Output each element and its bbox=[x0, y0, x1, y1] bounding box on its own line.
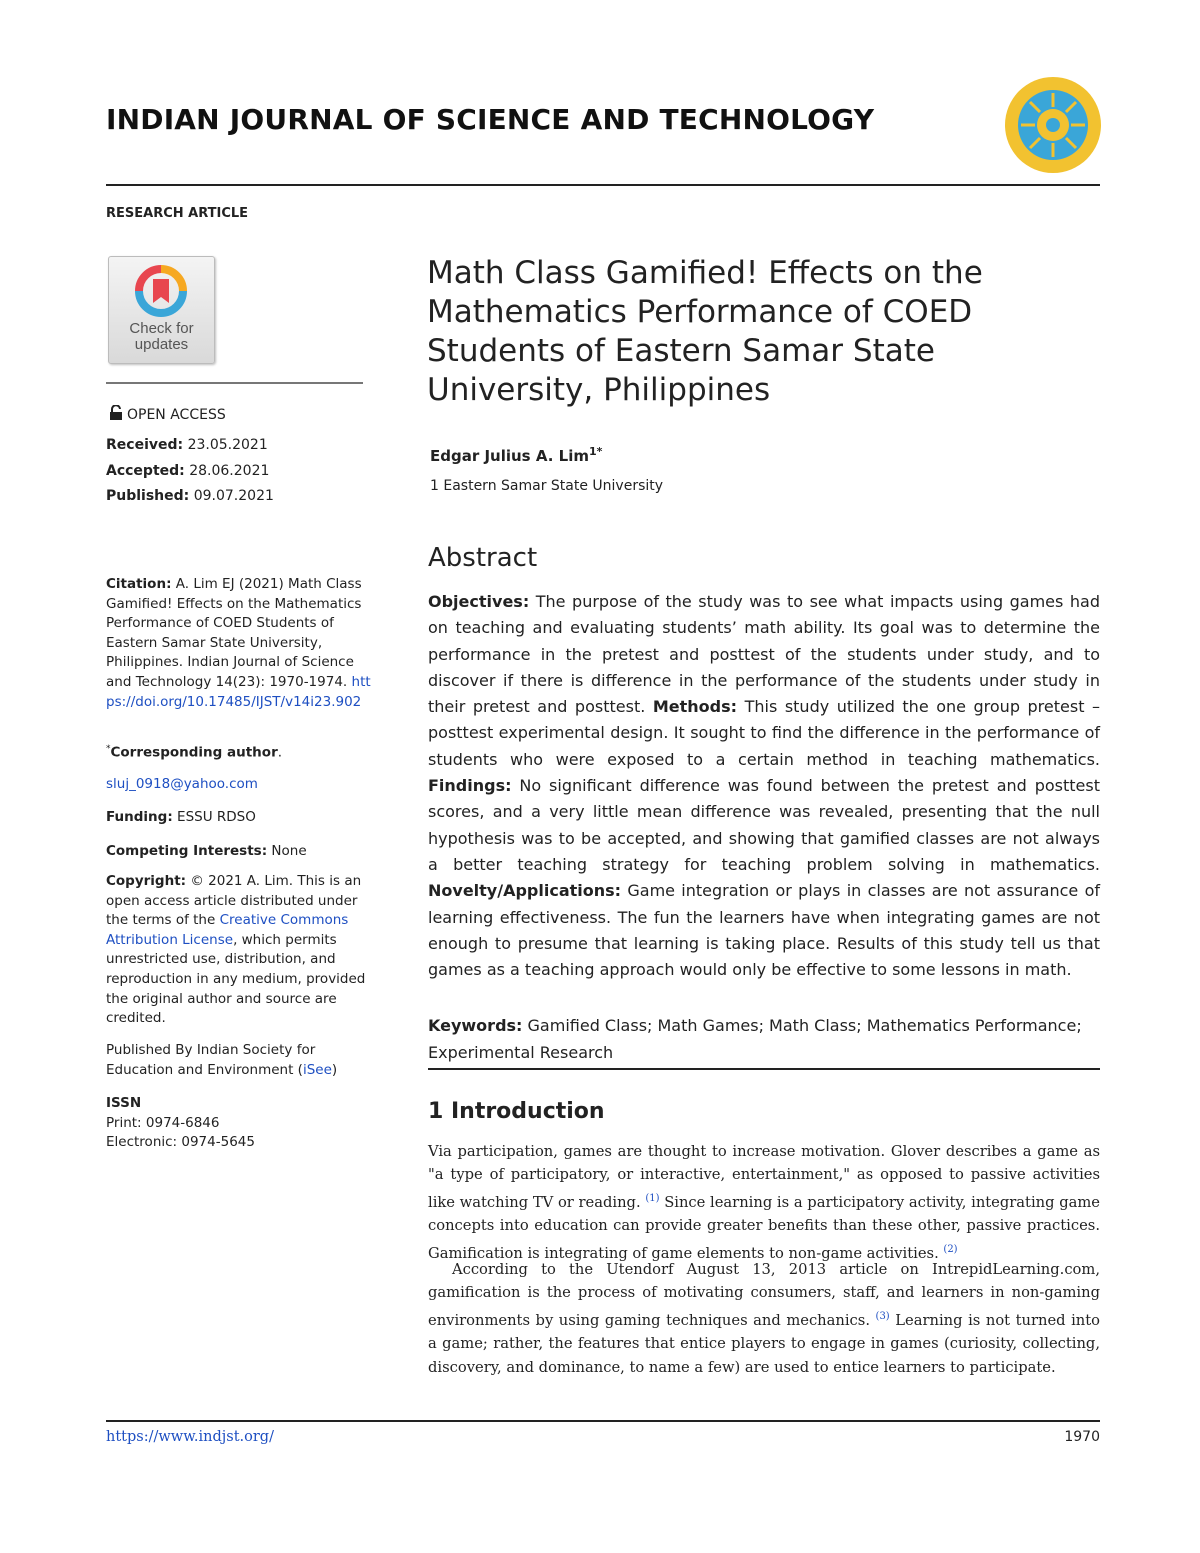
author-name: Edgar Julius A. Lim$^{1*}$ bbox=[430, 445, 603, 465]
author-affiliation: 1 Eastern Samar State University bbox=[430, 478, 664, 494]
email-link[interactable]: sluj_0918@yahoo.com bbox=[106, 776, 258, 792]
introduction-heading: 1 Introduction bbox=[428, 1099, 605, 1124]
crossmark-icon bbox=[133, 263, 189, 319]
page-number: 1970 bbox=[1064, 1429, 1100, 1445]
isee-link[interactable]: iSee bbox=[302, 1061, 332, 1078]
doi-link[interactable]: https://doi.org/10.17485/IJST/v14i23.902 bbox=[106, 673, 371, 710]
footer-rule bbox=[106, 1420, 1100, 1422]
keywords: Keywords: Gamified Class; Math Games; Math Class; Mathematics Performance; Experimental Research bbox=[428, 1016, 1082, 1062]
competing-interests: Competing Interests: None bbox=[106, 843, 307, 859]
keywords-rule bbox=[428, 1068, 1100, 1070]
open-lock-icon bbox=[108, 405, 124, 421]
journal-url-link[interactable]: https://www.indjst.org/ bbox=[106, 1429, 274, 1445]
funding: Funding: ESSU RDSO bbox=[106, 809, 256, 825]
journal-title: INDIAN JOURNAL OF SCIENCE AND TECHNOLOGY bbox=[106, 103, 875, 136]
journal-logo-icon bbox=[1003, 75, 1103, 175]
article-title: Math Class Gamified! Effects on the Mathematics Performance of COED Students of Eastern Samar State University, Philippines bbox=[427, 255, 983, 408]
article-type: RESEARCH ARTICLE bbox=[106, 206, 249, 221]
abstract-body: Objectives: The purpose of the study was to see what impacts using games had on teaching and evaluating students’ math ability. Its goal was to determine the performance in the pretest and posttest of the students under study, and to discover if there is difference in the performance of the students under study in their pretest and posttest. Methods: This study utilized the one group pretest – posttest experimental design. It sought to find the difference in the performance of students who were exposed to a certain method in teaching mathematics. Findings: No significant difference was found between the pretest and posttest scores, and a very little mean difference was revealed, presenting that the null hypothesis was to be accepted, and showing that gamified classes are not always a better teaching strategy for teaching problem solving in mathematics. Novelty/Applications: Game integration or plays in classes are not assurance of learning effectiveness. The fun the learners have when integrating games are not enough to presume that learning is taking place. Results of this study tell us that games as a teaching approach would only be effective to some lessons in math. bbox=[428, 592, 1101, 980]
copyright-block: Copyright: © 2021 A. Lim. This is an open access article distributed under the terms of the Creative Commons Attribution License, which permits unrestricted use, distribution, and reproduction in any medium, provided the original author and source are credited. bbox=[106, 873, 366, 1027]
open-access-text: OPEN ACCESS bbox=[127, 407, 226, 423]
citation-ref-3[interactable]: (3) bbox=[875, 1310, 890, 1322]
citation-ref-1[interactable]: (1) bbox=[645, 1192, 660, 1204]
check-updates-line2: updates bbox=[134, 336, 189, 353]
header-rule bbox=[106, 184, 1100, 186]
received-date: Received: 23.05.2021 bbox=[106, 437, 268, 453]
intro-paragraph-1: Via participation, games are thought to increase motivation. Glover describes a game as "a type of participatory, or interactive, entertainment," as opposed to passive activities like watching TV or reading. $^{(1)}$ Since learning is a participatory activity, integrating game concepts into education can provide greater benefits than these other, passive practices. Gamification is integrating of game elements to non-game activities. $^{(2)}$ bbox=[428, 1143, 1100, 1262]
corresponding-author: *Corresponding author. bbox=[106, 744, 283, 761]
accepted-date: Accepted: 28.06.2021 bbox=[106, 463, 270, 479]
published-date: Published: 09.07.2021 bbox=[106, 488, 274, 504]
check-updates-line1: Check for bbox=[129, 320, 194, 337]
citation-block: Citation: A. Lim EJ (2021) Math Class Gamified! Effects on the Mathematics Performance of COED Students of Eastern Samar State University, Philippines. Indian Journal of Science and Technology 14(23): 1970-1974. https://doi.org/10.17485/IJST/v14i23.902 bbox=[106, 576, 371, 710]
intro-paragraph-2: According to the Utendorf August 13, 2013 article on IntrepidLearning.com, gamification is the process of motivating consumers, staff, and learners in non-gaming environments by using gaming techniques and mechanics. $^{(3)}$ Learning is not turned into a game; rather, the features that entice players to engage in games (curiosity, collecting, discovery, and dominance, to name a few) are used to entice learners to participate. bbox=[428, 1261, 1101, 1376]
citation-ref-2[interactable]: (2) bbox=[943, 1243, 958, 1255]
sidebar-rule bbox=[106, 382, 363, 384]
license-link[interactable]: Creative Commons Attribution License bbox=[106, 912, 349, 948]
issn-block: ISSN Print: 0974-6846 Electronic: 0974-5645 bbox=[106, 1095, 255, 1151]
check-for-updates-button[interactable] bbox=[108, 256, 215, 364]
publisher: Published By Indian Society for Education and Environment (iSee) bbox=[106, 1042, 338, 1078]
abstract-heading: Abstract bbox=[428, 543, 538, 573]
open-access-label bbox=[108, 405, 226, 423]
